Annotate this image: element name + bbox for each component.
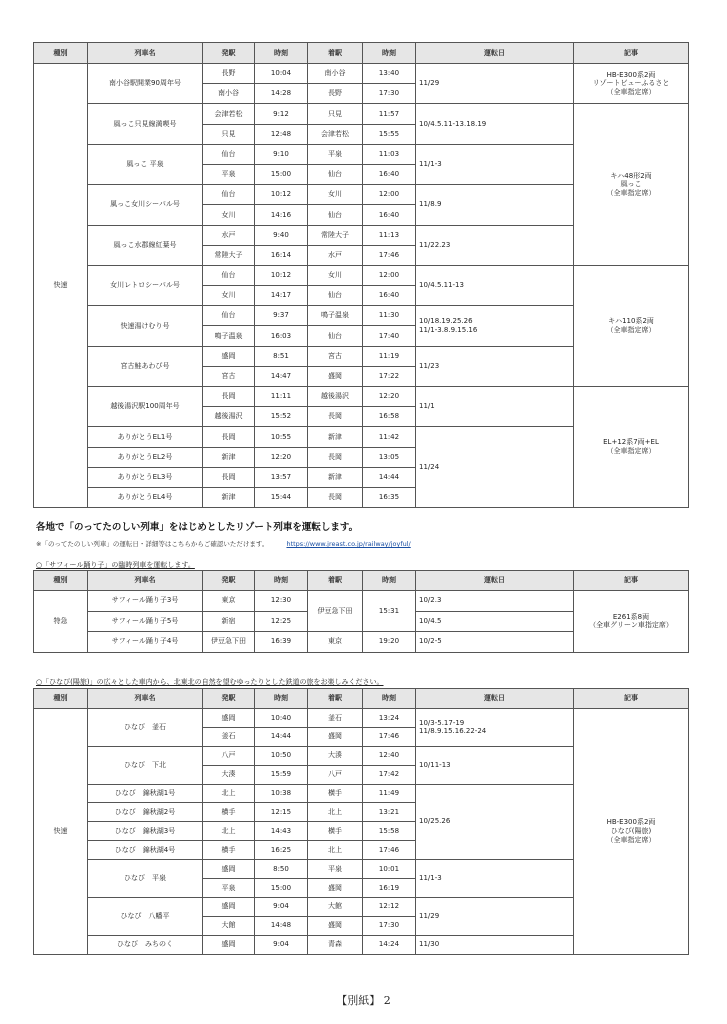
arrival-time: 16:40 xyxy=(363,205,416,225)
departure-time: 9:04 xyxy=(255,897,308,916)
header-category: 種別 xyxy=(34,689,88,709)
departure-station: 東京 xyxy=(203,591,255,612)
header-departure-time: 時刻 xyxy=(255,43,308,64)
note-line: （全車指定席） xyxy=(606,189,656,197)
departure-station: 盛岡 xyxy=(203,346,255,366)
departure-station: 仙台 xyxy=(203,306,255,326)
note-line: リゾートビューふるさと xyxy=(592,79,670,88)
arrival-time: 14:44 xyxy=(363,467,416,487)
train-name: 風っこ水郡線紅葉号 xyxy=(88,225,203,265)
arrival-time: 10:01 xyxy=(363,860,416,879)
arrival-time: 19:20 xyxy=(363,632,416,653)
departure-time: 9:10 xyxy=(255,144,308,164)
arrival-station: 宮古 xyxy=(308,346,363,366)
train-name: ひなび 錦秋湖1号 xyxy=(88,784,203,803)
arrival-station: 平泉 xyxy=(308,144,363,164)
notes-cell xyxy=(574,104,689,266)
arrival-station: 釜石 xyxy=(308,709,363,728)
arrival-time: 17:46 xyxy=(363,245,416,265)
departure-station: 新津 xyxy=(203,487,255,507)
arrival-station: 仙台 xyxy=(308,326,363,346)
arrival-station: 仙台 xyxy=(308,164,363,184)
train-name: 風っこ 平泉 xyxy=(88,144,203,184)
departure-time: 14:44 xyxy=(255,727,308,746)
train-name: 越後湯沢駅100周年号 xyxy=(88,387,203,427)
departure-time: 12:48 xyxy=(255,124,308,144)
departure-station: 長岡 xyxy=(203,427,255,447)
arrival-time: 11:19 xyxy=(363,346,416,366)
train-name: 女川レトロシーパル号 xyxy=(88,265,203,305)
departure-station: 南小谷 xyxy=(203,84,255,104)
arrival-station: 只見 xyxy=(308,104,363,124)
arrival-time: 13:05 xyxy=(363,447,416,467)
note-line: （全車指定席） xyxy=(606,835,656,844)
arrival-time: 17:30 xyxy=(363,916,416,935)
departure-time: 9:12 xyxy=(255,104,308,124)
departure-station: 長野 xyxy=(203,64,255,84)
operation-dates: 11/29 xyxy=(416,64,574,104)
arrival-time: 16:58 xyxy=(363,407,416,427)
departure-time: 9:37 xyxy=(255,306,308,326)
notes-cell xyxy=(574,387,689,508)
page-footer: 【別紙】 2 xyxy=(336,994,391,1007)
note-line: 風っこ xyxy=(620,180,642,189)
arrival-station: 盛岡 xyxy=(308,727,363,746)
header-category: 種別 xyxy=(34,43,88,64)
arrival-time: 12:00 xyxy=(363,185,416,205)
operation-dates: 10/4.5.11-13.18.19 xyxy=(416,104,574,144)
date-line: 10/3-5.17-19 xyxy=(419,718,465,727)
train-name: ありがとうEL3号 xyxy=(88,467,203,487)
note-line: キハ110系2両 xyxy=(608,317,654,326)
arrival-station: 仙台 xyxy=(308,286,363,306)
arrival-time: 16:19 xyxy=(363,879,416,898)
train-name: ひなび 八幡平 xyxy=(88,897,203,935)
arrival-time: 11:30 xyxy=(363,306,416,326)
departure-time: 15:00 xyxy=(255,164,308,184)
header-arrival-time: 時刻 xyxy=(363,43,416,64)
arrival-time: 17:46 xyxy=(363,841,416,860)
arrival-station: 越後湯沢 xyxy=(308,387,363,407)
arrival-station: 仙台 xyxy=(308,205,363,225)
operation-dates: 10/2-5 xyxy=(416,632,574,653)
train-name: ありがとうEL1号 xyxy=(88,427,203,447)
arrival-time: 12:40 xyxy=(363,746,416,765)
date-line: 11/8.9.15.16.22-24 xyxy=(419,727,487,736)
arrival-station: 女川 xyxy=(308,185,363,205)
departure-station: 只見 xyxy=(203,124,255,144)
arrival-time: 17:30 xyxy=(363,84,416,104)
departure-station: 大館 xyxy=(203,916,255,935)
departure-station: 仙台 xyxy=(203,144,255,164)
header-departure-station: 発駅 xyxy=(203,43,255,64)
table-header-row xyxy=(34,43,689,64)
note-line: （全車指定席） xyxy=(606,88,656,97)
header-arrival-time: 時刻 xyxy=(363,571,416,591)
arrival-time: 13:24 xyxy=(363,709,416,728)
train-name: 宮古鮭あわび号 xyxy=(88,346,203,386)
arrival-time: 17:40 xyxy=(363,326,416,346)
departure-station: 平泉 xyxy=(203,879,255,898)
arrival-station: 常陸大子 xyxy=(308,225,363,245)
departure-station: 釜石 xyxy=(203,727,255,746)
resort-train-table xyxy=(33,42,689,508)
arrival-station: 伊豆急下田 xyxy=(308,591,363,632)
arrival-time: 14:24 xyxy=(363,935,416,954)
departure-time: 16:39 xyxy=(255,632,308,653)
note-line: キハ48形2両 xyxy=(610,171,652,180)
header-notes: 記事 xyxy=(574,571,689,591)
notes-cell xyxy=(574,265,689,386)
departure-time: 10:12 xyxy=(255,265,308,285)
arrival-time: 11:03 xyxy=(363,144,416,164)
note-line: HB-E300系2両 xyxy=(606,818,656,827)
table-header-row xyxy=(34,571,689,591)
arrival-station: 長岡 xyxy=(308,407,363,427)
arrival-station: 新津 xyxy=(308,427,363,447)
date-line: 11/1-3.8.9.15.16 xyxy=(419,325,478,334)
arrival-time: 13:40 xyxy=(363,64,416,84)
operation-dates: 10/2.3 xyxy=(416,591,574,612)
departure-station: 会津若松 xyxy=(203,104,255,124)
header-train-name: 列車名 xyxy=(88,571,203,591)
arrival-time: 11:57 xyxy=(363,104,416,124)
departure-time: 9:04 xyxy=(255,935,308,954)
departure-time: 15:52 xyxy=(255,407,308,427)
departure-time: 10:40 xyxy=(255,709,308,728)
train-name: サフィール踊り子5号 xyxy=(88,611,203,632)
departure-time: 15:59 xyxy=(255,765,308,784)
arrival-time: 13:21 xyxy=(363,803,416,822)
departure-station: 水戸 xyxy=(203,225,255,245)
arrival-station: 八戸 xyxy=(308,765,363,784)
arrival-station: 長野 xyxy=(308,84,363,104)
header-operation-dates: 運転日 xyxy=(416,689,574,709)
train-name: ひなび 錦秋湖2号 xyxy=(88,803,203,822)
departure-station: 常陸大子 xyxy=(203,245,255,265)
departure-time: 14:28 xyxy=(255,84,308,104)
arrival-time: 11:13 xyxy=(363,225,416,245)
operation-dates: 11/1-3 xyxy=(416,860,574,898)
train-name: ありがとうEL4号 xyxy=(88,487,203,507)
train-name: 南小谷駅開業90周年号 xyxy=(88,64,203,104)
departure-time: 10:04 xyxy=(255,64,308,84)
arrival-time: 12:20 xyxy=(363,387,416,407)
note-text: ※「のってたのしい列車」の運転日・詳細等はこちらからご確認いただけます。 xyxy=(36,540,269,548)
departure-time: 13:57 xyxy=(255,467,308,487)
note-line: ひなび(陽旅) xyxy=(610,826,652,835)
section-heading: 各地で「のってたのしい列車」をはじめとしたリゾート列車を運転します。 xyxy=(36,522,359,533)
arrival-time: 17:42 xyxy=(363,765,416,784)
arrival-station: 青森 xyxy=(308,935,363,954)
header-notes: 記事 xyxy=(574,689,689,709)
departure-time: 10:38 xyxy=(255,784,308,803)
arrival-station: 平泉 xyxy=(308,860,363,879)
operation-dates: 11/1-3 xyxy=(416,144,574,184)
table-header-row xyxy=(34,689,689,709)
header-operation-dates: 運転日 xyxy=(416,43,574,64)
header-arrival-station: 着駅 xyxy=(308,689,363,709)
train-name: 快速湯けむり号 xyxy=(88,306,203,346)
note-line: （全車指定席） xyxy=(606,325,656,334)
header-notes: 記事 xyxy=(574,43,689,64)
departure-time: 14:16 xyxy=(255,205,308,225)
category-cell: 快速 xyxy=(34,709,88,955)
departure-station: 横手 xyxy=(203,841,255,860)
operation-dates: 11/1 xyxy=(416,387,574,427)
departure-time: 9:40 xyxy=(255,225,308,245)
arrival-time: 16:35 xyxy=(363,487,416,507)
arrival-station: 鳴子温泉 xyxy=(308,306,363,326)
departure-time: 12:15 xyxy=(255,803,308,822)
departure-station: 越後湯沢 xyxy=(203,407,255,427)
arrival-time: 15:31 xyxy=(363,591,416,632)
arrival-time: 16:40 xyxy=(363,286,416,306)
table-row xyxy=(34,387,689,407)
arrival-time: 12:00 xyxy=(363,265,416,285)
departure-station: 伊豆急下田 xyxy=(203,632,255,653)
arrival-station: 東京 xyxy=(308,632,363,653)
notes-cell xyxy=(574,64,689,104)
departure-time: 16:14 xyxy=(255,245,308,265)
train-name: ひなび 錦秋湖3号 xyxy=(88,822,203,841)
arrival-time: 17:46 xyxy=(363,727,416,746)
operation-dates xyxy=(416,709,574,747)
departure-time: 12:25 xyxy=(255,611,308,632)
header-departure-station: 発駅 xyxy=(203,689,255,709)
departure-time: 8:51 xyxy=(255,346,308,366)
departure-station: 新津 xyxy=(203,447,255,467)
header-arrival-time: 時刻 xyxy=(363,689,416,709)
departure-station: 鳴子温泉 xyxy=(203,326,255,346)
note-line: （全車グリーン車指定席） xyxy=(589,621,673,630)
arrival-station: 盛岡 xyxy=(308,879,363,898)
departure-time: 16:03 xyxy=(255,326,308,346)
arrival-station: 北上 xyxy=(308,803,363,822)
departure-station: 長岡 xyxy=(203,387,255,407)
departure-time: 11:11 xyxy=(255,387,308,407)
train-name: ひなび 平泉 xyxy=(88,860,203,898)
arrival-station: 大湊 xyxy=(308,746,363,765)
departure-time: 14:47 xyxy=(255,366,308,386)
departure-station: 盛岡 xyxy=(203,860,255,879)
table-row xyxy=(34,104,689,124)
operation-dates: 11/8.9 xyxy=(416,185,574,225)
note-line: （全車指定席） xyxy=(606,447,656,456)
departure-station: 長岡 xyxy=(203,467,255,487)
operation-dates: 11/30 xyxy=(416,935,574,954)
arrival-station: 盛岡 xyxy=(308,916,363,935)
header-arrival-station: 着駅 xyxy=(308,43,363,64)
departure-station: 新宿 xyxy=(203,611,255,632)
arrival-time: 17:22 xyxy=(363,366,416,386)
departure-time: 8:50 xyxy=(255,860,308,879)
departure-time: 14:17 xyxy=(255,286,308,306)
notes-cell xyxy=(574,591,689,653)
train-name: 風っこ女川シーパル号 xyxy=(88,185,203,225)
saphir-caption: ○「サフィール踊り子」の臨時列車を運転します。 xyxy=(36,561,195,569)
note-line: EL+12系7両+EL xyxy=(603,438,659,447)
train-name: ひなび みちのく xyxy=(88,935,203,954)
departure-station: 大湊 xyxy=(203,765,255,784)
departure-time: 16:25 xyxy=(255,841,308,860)
arrival-station: 横手 xyxy=(308,822,363,841)
table-row xyxy=(34,709,689,728)
arrival-time: 11:42 xyxy=(363,427,416,447)
train-name: サフィール踊り子3号 xyxy=(88,591,203,612)
table-row xyxy=(34,265,689,285)
hinabi-table xyxy=(33,688,689,955)
arrival-station: 北上 xyxy=(308,841,363,860)
departure-time: 15:44 xyxy=(255,487,308,507)
train-name: ひなび 釜石 xyxy=(88,709,203,747)
departure-station: 平泉 xyxy=(203,164,255,184)
category-cell: 快速 xyxy=(34,64,88,508)
arrival-station: 会津若松 xyxy=(308,124,363,144)
departure-time: 15:00 xyxy=(255,879,308,898)
arrival-station: 女川 xyxy=(308,265,363,285)
header-train-name: 列車名 xyxy=(88,689,203,709)
header-departure-station: 発駅 xyxy=(203,571,255,591)
departure-station: 八戸 xyxy=(203,746,255,765)
departure-station: 北上 xyxy=(203,784,255,803)
category-cell: 特急 xyxy=(34,591,88,653)
arrival-station: 横手 xyxy=(308,784,363,803)
departure-station: 仙台 xyxy=(203,185,255,205)
operation-dates: 11/22.23 xyxy=(416,225,574,265)
saphir-odoriko-table xyxy=(33,570,689,653)
arrival-time: 16:40 xyxy=(363,164,416,184)
train-name: ひなび 下北 xyxy=(88,746,203,784)
operation-dates xyxy=(416,306,574,346)
departure-station: 横手 xyxy=(203,803,255,822)
arrival-time: 15:58 xyxy=(363,822,416,841)
header-train-name: 列車名 xyxy=(88,43,203,64)
departure-station: 盛岡 xyxy=(203,935,255,954)
header-departure-time: 時刻 xyxy=(255,689,308,709)
operation-dates: 10/11-13 xyxy=(416,746,574,784)
table-row xyxy=(34,64,689,84)
hinabi-caption: ○「ひなび(陽旅)」の広々とした車内から、北東北の自然を望むゆったりとした鉄道の旅をお楽しみください。 xyxy=(36,678,384,686)
departure-time: 14:48 xyxy=(255,916,308,935)
departure-time: 14:43 xyxy=(255,822,308,841)
header-category: 種別 xyxy=(34,571,88,591)
departure-station: 盛岡 xyxy=(203,897,255,916)
operation-dates: 10/4.5 xyxy=(416,611,574,632)
departure-time: 10:12 xyxy=(255,185,308,205)
arrival-station: 新津 xyxy=(308,467,363,487)
note-line: E261系8両 xyxy=(612,612,650,621)
arrival-station: 大館 xyxy=(308,897,363,916)
departure-station: 女川 xyxy=(203,205,255,225)
arrival-station: 盛岡 xyxy=(308,366,363,386)
date-line: 10/18.19.25.26 xyxy=(419,317,473,326)
operation-dates: 11/29 xyxy=(416,897,574,935)
departure-station: 盛岡 xyxy=(203,709,255,728)
train-name: サフィール踊り子4号 xyxy=(88,632,203,653)
joyful-train-link[interactable]: https://www.jreast.co.jp/railway/joyful/ xyxy=(286,540,411,548)
arrival-time: 11:49 xyxy=(363,784,416,803)
train-name: ありがとうEL2号 xyxy=(88,447,203,467)
header-arrival-station: 着駅 xyxy=(308,571,363,591)
operation-dates: 10/25.26 xyxy=(416,784,574,860)
departure-station: 宮古 xyxy=(203,366,255,386)
header-operation-dates: 運転日 xyxy=(416,571,574,591)
departure-time: 10:50 xyxy=(255,746,308,765)
table-row xyxy=(34,591,689,612)
arrival-time: 12:12 xyxy=(363,897,416,916)
departure-time: 10:55 xyxy=(255,427,308,447)
arrival-station: 水戸 xyxy=(308,245,363,265)
operation-dates: 11/24 xyxy=(416,427,574,508)
train-name: 風っこ只見線満喫号 xyxy=(88,104,203,144)
train-name: ひなび 錦秋湖4号 xyxy=(88,841,203,860)
notes-cell xyxy=(574,709,689,955)
departure-station: 仙台 xyxy=(203,265,255,285)
arrival-station: 長岡 xyxy=(308,447,363,467)
arrival-time: 15:55 xyxy=(363,124,416,144)
departure-station: 女川 xyxy=(203,286,255,306)
departure-time: 12:20 xyxy=(255,447,308,467)
operation-dates: 10/4.5.11-13 xyxy=(416,265,574,305)
departure-time: 12:30 xyxy=(255,591,308,612)
arrival-station: 南小谷 xyxy=(308,64,363,84)
arrival-station: 長岡 xyxy=(308,487,363,507)
departure-station: 北上 xyxy=(203,822,255,841)
header-departure-time: 時刻 xyxy=(255,571,308,591)
operation-dates: 11/23 xyxy=(416,346,574,386)
note-line: HB-E300系2両 xyxy=(606,70,656,79)
joyful-train-note xyxy=(36,539,411,548)
